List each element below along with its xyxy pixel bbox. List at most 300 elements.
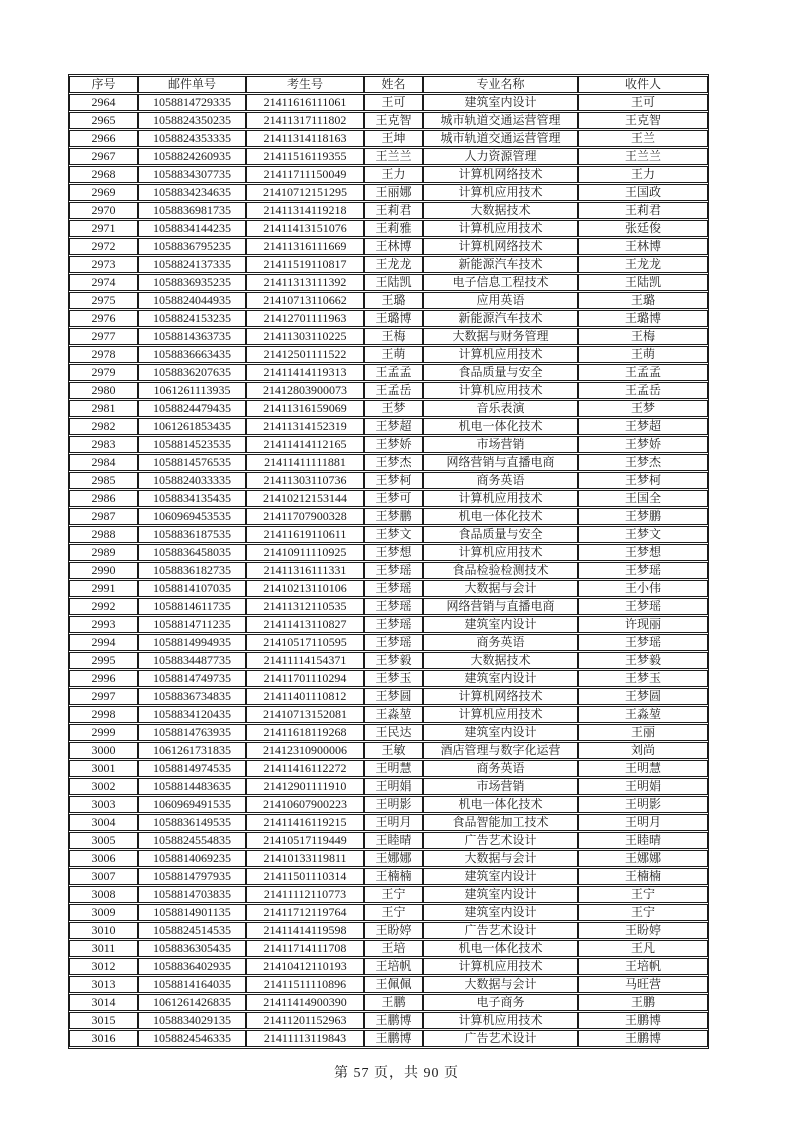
cell-tracking-number: 1058824546335 bbox=[138, 1030, 246, 1047]
table-row bbox=[69, 436, 708, 453]
cell-tracking-number: 1061261731835 bbox=[138, 742, 246, 759]
cell-major: 计算机网络技术 bbox=[423, 688, 578, 705]
cell-candidate-number: 21411413151076 bbox=[246, 220, 364, 237]
cell-candidate-number: 21412310900006 bbox=[246, 742, 364, 759]
cell-recipient: 王鹏 bbox=[578, 994, 708, 1011]
cell-major: 机电一体化技术 bbox=[423, 796, 578, 813]
cell-name: 王梦瑶 bbox=[364, 562, 423, 579]
cell-name: 王鹏博 bbox=[364, 1030, 423, 1047]
cell-major: 建筑室内设计 bbox=[423, 868, 578, 885]
header-name: 姓名 bbox=[364, 76, 423, 93]
table-row bbox=[69, 112, 708, 129]
cell-serial: 3002 bbox=[69, 778, 138, 795]
cell-name: 王梦超 bbox=[364, 418, 423, 435]
cell-tracking-number: 1058814576535 bbox=[138, 454, 246, 471]
table-row bbox=[69, 148, 708, 165]
cell-recipient: 许现丽 bbox=[578, 616, 708, 633]
cell-major: 计算机应用技术 bbox=[423, 184, 578, 201]
table-row bbox=[69, 562, 708, 579]
cell-candidate-number: 21410713152081 bbox=[246, 706, 364, 723]
cell-serial: 2993 bbox=[69, 616, 138, 633]
cell-major: 电子商务 bbox=[423, 994, 578, 1011]
cell-tracking-number: 1058834234635 bbox=[138, 184, 246, 201]
cell-major: 食品检验检测技术 bbox=[423, 562, 578, 579]
cell-major: 大数据技术 bbox=[423, 652, 578, 669]
cell-major: 计算机应用技术 bbox=[423, 220, 578, 237]
cell-major: 建筑室内设计 bbox=[423, 616, 578, 633]
cell-recipient: 王孟岳 bbox=[578, 382, 708, 399]
cell-candidate-number: 21411114154371 bbox=[246, 652, 364, 669]
cell-tracking-number: 1058814703835 bbox=[138, 886, 246, 903]
cell-candidate-number: 21411416119215 bbox=[246, 814, 364, 831]
cell-candidate-number: 21411113119843 bbox=[246, 1030, 364, 1047]
cell-name: 王培帆 bbox=[364, 958, 423, 975]
cell-serial: 2990 bbox=[69, 562, 138, 579]
cell-candidate-number: 21411519110817 bbox=[246, 256, 364, 273]
cell-major: 大数据技术 bbox=[423, 202, 578, 219]
cell-major: 新能源汽车技术 bbox=[423, 310, 578, 327]
cell-candidate-number: 21411701110294 bbox=[246, 670, 364, 687]
cell-tracking-number: 1061261113935 bbox=[138, 382, 246, 399]
cell-serial: 2982 bbox=[69, 418, 138, 435]
table-row bbox=[69, 292, 708, 309]
cell-tracking-number: 1058824554835 bbox=[138, 832, 246, 849]
cell-recipient: 王梦超 bbox=[578, 418, 708, 435]
header-recipient: 收件人 bbox=[578, 76, 708, 93]
cell-recipient: 王丽 bbox=[578, 724, 708, 741]
cell-major: 广告艺术设计 bbox=[423, 832, 578, 849]
cell-recipient: 王梦瑶 bbox=[578, 634, 708, 651]
cell-tracking-number: 1061261426835 bbox=[138, 994, 246, 1011]
cell-recipient: 王小伟 bbox=[578, 580, 708, 597]
cell-name: 王明月 bbox=[364, 814, 423, 831]
cell-recipient: 王梦毅 bbox=[578, 652, 708, 669]
table-row bbox=[69, 184, 708, 201]
cell-tracking-number: 1058824350235 bbox=[138, 112, 246, 129]
cell-serial: 2986 bbox=[69, 490, 138, 507]
cell-recipient: 王梦瑶 bbox=[578, 598, 708, 615]
cell-major: 广告艺术设计 bbox=[423, 922, 578, 939]
cell-major: 人力资源管理 bbox=[423, 148, 578, 165]
table-row bbox=[69, 868, 708, 885]
table-row bbox=[69, 616, 708, 633]
cell-recipient: 王兰 bbox=[578, 130, 708, 147]
page-number-footer: 第 57 页，共 90 页 bbox=[334, 1066, 459, 1081]
cell-major: 计算机应用技术 bbox=[423, 382, 578, 399]
table-row bbox=[69, 652, 708, 669]
cell-candidate-number: 21410133119811 bbox=[246, 850, 364, 867]
cell-serial: 2979 bbox=[69, 364, 138, 381]
cell-serial: 2967 bbox=[69, 148, 138, 165]
cell-candidate-number: 21411616111061 bbox=[246, 94, 364, 111]
cell-recipient: 王梦圆 bbox=[578, 688, 708, 705]
table-row bbox=[69, 778, 708, 795]
cell-tracking-number: 1058834120435 bbox=[138, 706, 246, 723]
cell-candidate-number: 21411416112272 bbox=[246, 760, 364, 777]
cell-recipient: 王梦文 bbox=[578, 526, 708, 543]
cell-recipient: 王明月 bbox=[578, 814, 708, 831]
cell-name: 王兰兰 bbox=[364, 148, 423, 165]
cell-serial: 3001 bbox=[69, 760, 138, 777]
cell-recipient: 王淼堃 bbox=[578, 706, 708, 723]
cell-candidate-number: 21411313111392 bbox=[246, 274, 364, 291]
cell-recipient: 王兰兰 bbox=[578, 148, 708, 165]
cell-recipient: 王宁 bbox=[578, 904, 708, 921]
cell-major: 酒店管理与数字化运营 bbox=[423, 742, 578, 759]
header-major: 专业名称 bbox=[423, 76, 578, 93]
cell-candidate-number: 21411303110736 bbox=[246, 472, 364, 489]
cell-serial: 2969 bbox=[69, 184, 138, 201]
cell-candidate-number: 21411712119764 bbox=[246, 904, 364, 921]
cell-serial: 2975 bbox=[69, 292, 138, 309]
cell-candidate-number: 21411414119598 bbox=[246, 922, 364, 939]
cell-major: 计算机应用技术 bbox=[423, 958, 578, 975]
table-row bbox=[69, 238, 708, 255]
cell-candidate-number: 21411711150049 bbox=[246, 166, 364, 183]
table-row bbox=[69, 256, 708, 273]
table-row bbox=[69, 526, 708, 543]
header-tracking-number: 邮件单号 bbox=[138, 76, 246, 93]
cell-recipient: 王宁 bbox=[578, 886, 708, 903]
cell-name: 王力 bbox=[364, 166, 423, 183]
cell-major: 计算机应用技术 bbox=[423, 1012, 578, 1029]
cell-serial: 3007 bbox=[69, 868, 138, 885]
cell-name: 王娜娜 bbox=[364, 850, 423, 867]
table-row bbox=[69, 1012, 708, 1029]
cell-candidate-number: 21411618119268 bbox=[246, 724, 364, 741]
table-row bbox=[69, 940, 708, 957]
cell-name: 王梦杰 bbox=[364, 454, 423, 471]
cell-recipient: 王璐 bbox=[578, 292, 708, 309]
cell-tracking-number: 1058836207635 bbox=[138, 364, 246, 381]
cell-major: 大数据与会计 bbox=[423, 850, 578, 867]
table-row bbox=[69, 310, 708, 327]
cell-name: 王克智 bbox=[364, 112, 423, 129]
cell-recipient: 王明慧 bbox=[578, 760, 708, 777]
cell-major: 城市轨道交通运营管理 bbox=[423, 130, 578, 147]
cell-serial: 2976 bbox=[69, 310, 138, 327]
cell-recipient: 王睦晴 bbox=[578, 832, 708, 849]
table-row bbox=[69, 130, 708, 147]
cell-recipient: 张廷俊 bbox=[578, 220, 708, 237]
cell-name: 王龙龙 bbox=[364, 256, 423, 273]
cell-candidate-number: 21411201152963 bbox=[246, 1012, 364, 1029]
cell-name: 王孟孟 bbox=[364, 364, 423, 381]
table-row bbox=[69, 472, 708, 489]
cell-candidate-number: 21411516119355 bbox=[246, 148, 364, 165]
cell-serial: 3015 bbox=[69, 1012, 138, 1029]
cell-candidate-number: 21411314152319 bbox=[246, 418, 364, 435]
cell-major: 大数据与会计 bbox=[423, 976, 578, 993]
cell-major: 音乐表演 bbox=[423, 400, 578, 417]
cell-recipient: 王可 bbox=[578, 94, 708, 111]
cell-major: 商务英语 bbox=[423, 472, 578, 489]
cell-tracking-number: 1058824153235 bbox=[138, 310, 246, 327]
cell-name: 王梦瑶 bbox=[364, 580, 423, 597]
cell-candidate-number: 21410212153144 bbox=[246, 490, 364, 507]
cell-tracking-number: 1058836734835 bbox=[138, 688, 246, 705]
cell-candidate-number: 21411401110812 bbox=[246, 688, 364, 705]
cell-recipient: 王梦想 bbox=[578, 544, 708, 561]
cell-serial: 2965 bbox=[69, 112, 138, 129]
cell-name: 王盼婷 bbox=[364, 922, 423, 939]
table-row bbox=[69, 994, 708, 1011]
cell-name: 王莉雅 bbox=[364, 220, 423, 237]
cell-candidate-number: 21411414119313 bbox=[246, 364, 364, 381]
cell-name: 王坤 bbox=[364, 130, 423, 147]
cell-recipient: 王梦杰 bbox=[578, 454, 708, 471]
cell-name: 王陆凯 bbox=[364, 274, 423, 291]
cell-recipient: 刘尚 bbox=[578, 742, 708, 759]
table-row bbox=[69, 580, 708, 597]
cell-major: 机电一体化技术 bbox=[423, 508, 578, 525]
cell-recipient: 王梦玉 bbox=[578, 670, 708, 687]
cell-recipient: 王璐博 bbox=[578, 310, 708, 327]
table-row bbox=[69, 508, 708, 525]
cell-candidate-number: 21411619110611 bbox=[246, 526, 364, 543]
cell-candidate-number: 21410712151295 bbox=[246, 184, 364, 201]
cell-major: 网络营销与直播电商 bbox=[423, 454, 578, 471]
cell-tracking-number: 1058834029135 bbox=[138, 1012, 246, 1029]
cell-name: 王梅 bbox=[364, 328, 423, 345]
cell-recipient: 王明娟 bbox=[578, 778, 708, 795]
table-row bbox=[69, 364, 708, 381]
cell-tracking-number: 1058814611735 bbox=[138, 598, 246, 615]
cell-candidate-number: 21410517119449 bbox=[246, 832, 364, 849]
cell-recipient: 王鹏博 bbox=[578, 1030, 708, 1047]
cell-major: 新能源汽车技术 bbox=[423, 256, 578, 273]
cell-recipient: 王楠楠 bbox=[578, 868, 708, 885]
cell-candidate-number: 21411414112165 bbox=[246, 436, 364, 453]
cell-candidate-number: 21412501111522 bbox=[246, 346, 364, 363]
cell-name: 王梦毅 bbox=[364, 652, 423, 669]
cell-name: 王梦鹏 bbox=[364, 508, 423, 525]
cell-recipient: 王孟孟 bbox=[578, 364, 708, 381]
cell-candidate-number: 21411413110827 bbox=[246, 616, 364, 633]
cell-tracking-number: 1058814483635 bbox=[138, 778, 246, 795]
cell-tracking-number: 1058814164035 bbox=[138, 976, 246, 993]
cell-serial: 2995 bbox=[69, 652, 138, 669]
cell-recipient: 王龙龙 bbox=[578, 256, 708, 273]
cell-name: 王梦瑶 bbox=[364, 634, 423, 651]
cell-name: 王明影 bbox=[364, 796, 423, 813]
cell-tracking-number: 1058836305435 bbox=[138, 940, 246, 957]
table-header-row bbox=[69, 76, 708, 93]
cell-serial: 2966 bbox=[69, 130, 138, 147]
cell-tracking-number: 1058834135435 bbox=[138, 490, 246, 507]
cell-candidate-number: 21412803900073 bbox=[246, 382, 364, 399]
table-row bbox=[69, 166, 708, 183]
cell-major: 计算机网络技术 bbox=[423, 238, 578, 255]
cell-major: 市场营销 bbox=[423, 778, 578, 795]
cell-major: 计算机应用技术 bbox=[423, 544, 578, 561]
cell-tracking-number: 1060969453535 bbox=[138, 508, 246, 525]
table-row bbox=[69, 886, 708, 903]
cell-major: 食品智能加工技术 bbox=[423, 814, 578, 831]
cell-recipient: 王梦鹏 bbox=[578, 508, 708, 525]
cell-major: 建筑室内设计 bbox=[423, 724, 578, 741]
cell-recipient: 王明影 bbox=[578, 796, 708, 813]
cell-tracking-number: 1058814107035 bbox=[138, 580, 246, 597]
cell-serial: 2981 bbox=[69, 400, 138, 417]
cell-recipient: 王梦 bbox=[578, 400, 708, 417]
table-row bbox=[69, 832, 708, 849]
table-row bbox=[69, 202, 708, 219]
cell-recipient: 王娜娜 bbox=[578, 850, 708, 867]
cell-name: 王梦可 bbox=[364, 490, 423, 507]
cell-serial: 2998 bbox=[69, 706, 138, 723]
cell-tracking-number: 1058836663435 bbox=[138, 346, 246, 363]
cell-candidate-number: 21411316111669 bbox=[246, 238, 364, 255]
cell-candidate-number: 21411316111331 bbox=[246, 562, 364, 579]
table-row bbox=[69, 454, 708, 471]
cell-candidate-number: 21410517110595 bbox=[246, 634, 364, 651]
cell-name: 王鹏 bbox=[364, 994, 423, 1011]
cell-tracking-number: 1058814069235 bbox=[138, 850, 246, 867]
cell-candidate-number: 21410213110106 bbox=[246, 580, 364, 597]
cell-major: 大数据与会计 bbox=[423, 580, 578, 597]
cell-candidate-number: 21411312110535 bbox=[246, 598, 364, 615]
cell-tracking-number: 1058814797935 bbox=[138, 868, 246, 885]
cell-recipient: 王克智 bbox=[578, 112, 708, 129]
cell-major: 应用英语 bbox=[423, 292, 578, 309]
table-row bbox=[69, 922, 708, 939]
cell-serial: 2970 bbox=[69, 202, 138, 219]
cell-name: 王梦娇 bbox=[364, 436, 423, 453]
cell-tracking-number: 1058814974535 bbox=[138, 760, 246, 777]
table-row bbox=[69, 1030, 708, 1047]
cell-serial: 2988 bbox=[69, 526, 138, 543]
cell-candidate-number: 21411501110314 bbox=[246, 868, 364, 885]
cell-tracking-number: 1058824137335 bbox=[138, 256, 246, 273]
header-candidate-number: 考生号 bbox=[246, 76, 364, 93]
cell-major: 机电一体化技术 bbox=[423, 418, 578, 435]
cell-tracking-number: 1058814711235 bbox=[138, 616, 246, 633]
cell-tracking-number: 1058836187535 bbox=[138, 526, 246, 543]
cell-major: 电子信息工程技术 bbox=[423, 274, 578, 291]
cell-candidate-number: 21411314118163 bbox=[246, 130, 364, 147]
table-row bbox=[69, 760, 708, 777]
cell-recipient: 马旺营 bbox=[578, 976, 708, 993]
cell-recipient: 王梦柯 bbox=[578, 472, 708, 489]
cell-serial: 2996 bbox=[69, 670, 138, 687]
cell-name: 王梦想 bbox=[364, 544, 423, 561]
cell-recipient: 王莉君 bbox=[578, 202, 708, 219]
cell-serial: 2974 bbox=[69, 274, 138, 291]
cell-recipient: 王陆凯 bbox=[578, 274, 708, 291]
table-row bbox=[69, 976, 708, 993]
cell-name: 王萌 bbox=[364, 346, 423, 363]
cell-tracking-number: 1058824260935 bbox=[138, 148, 246, 165]
table-body bbox=[69, 94, 708, 1047]
cell-name: 王梦圆 bbox=[364, 688, 423, 705]
cell-serial: 2977 bbox=[69, 328, 138, 345]
cell-name: 王莉君 bbox=[364, 202, 423, 219]
cell-serial: 2991 bbox=[69, 580, 138, 597]
cell-serial: 2978 bbox=[69, 346, 138, 363]
cell-tracking-number: 1058824033335 bbox=[138, 472, 246, 489]
cell-tracking-number: 1058814994935 bbox=[138, 634, 246, 651]
cell-tracking-number: 1061261853435 bbox=[138, 418, 246, 435]
header-serial: 序号 bbox=[69, 76, 138, 93]
cell-candidate-number: 21411511110896 bbox=[246, 976, 364, 993]
cell-tracking-number: 1060969491535 bbox=[138, 796, 246, 813]
cell-serial: 2964 bbox=[69, 94, 138, 111]
cell-name: 王睦晴 bbox=[364, 832, 423, 849]
cell-tracking-number: 1058836149535 bbox=[138, 814, 246, 831]
cell-name: 王民达 bbox=[364, 724, 423, 741]
cell-tracking-number: 1058834144235 bbox=[138, 220, 246, 237]
cell-tracking-number: 1058824353335 bbox=[138, 130, 246, 147]
cell-recipient: 王林博 bbox=[578, 238, 708, 255]
cell-serial: 3011 bbox=[69, 940, 138, 957]
cell-tracking-number: 1058836182735 bbox=[138, 562, 246, 579]
cell-serial: 3000 bbox=[69, 742, 138, 759]
cell-recipient: 王萌 bbox=[578, 346, 708, 363]
cell-candidate-number: 21411112110773 bbox=[246, 886, 364, 903]
cell-major: 商务英语 bbox=[423, 634, 578, 651]
cell-serial: 2992 bbox=[69, 598, 138, 615]
cell-name: 王楠楠 bbox=[364, 868, 423, 885]
cell-candidate-number: 21410412110193 bbox=[246, 958, 364, 975]
table-row bbox=[69, 328, 708, 345]
cell-name: 王敏 bbox=[364, 742, 423, 759]
cell-tracking-number: 1058836795235 bbox=[138, 238, 246, 255]
cell-recipient: 王鹏博 bbox=[578, 1012, 708, 1029]
cell-name: 王培 bbox=[364, 940, 423, 957]
cell-candidate-number: 21411314119218 bbox=[246, 202, 364, 219]
cell-serial: 3016 bbox=[69, 1030, 138, 1047]
cell-serial: 3013 bbox=[69, 976, 138, 993]
cell-tracking-number: 1058814901135 bbox=[138, 904, 246, 921]
cell-name: 王梦瑶 bbox=[364, 616, 423, 633]
cell-major: 大数据与财务管理 bbox=[423, 328, 578, 345]
cell-serial: 3009 bbox=[69, 904, 138, 921]
cell-tracking-number: 1058836935235 bbox=[138, 274, 246, 291]
cell-tracking-number: 1058824514535 bbox=[138, 922, 246, 939]
cell-major: 食品质量与安全 bbox=[423, 364, 578, 381]
table-row bbox=[69, 814, 708, 831]
cell-tracking-number: 1058814729335 bbox=[138, 94, 246, 111]
cell-candidate-number: 21411303110225 bbox=[246, 328, 364, 345]
cell-serial: 2997 bbox=[69, 688, 138, 705]
cell-major: 建筑室内设计 bbox=[423, 886, 578, 903]
mail-roster-table bbox=[68, 74, 709, 1049]
cell-name: 王璐 bbox=[364, 292, 423, 309]
cell-serial: 2973 bbox=[69, 256, 138, 273]
table-row bbox=[69, 544, 708, 561]
table-row bbox=[69, 688, 708, 705]
cell-tracking-number: 1058814363735 bbox=[138, 328, 246, 345]
cell-recipient: 王国政 bbox=[578, 184, 708, 201]
cell-serial: 3006 bbox=[69, 850, 138, 867]
cell-name: 王丽娜 bbox=[364, 184, 423, 201]
cell-candidate-number: 21410911110925 bbox=[246, 544, 364, 561]
table-row bbox=[69, 94, 708, 111]
cell-candidate-number: 21411317111802 bbox=[246, 112, 364, 129]
cell-major: 网络营销与直播电商 bbox=[423, 598, 578, 615]
cell-name: 王梦 bbox=[364, 400, 423, 417]
cell-name: 王明慧 bbox=[364, 760, 423, 777]
table-row bbox=[69, 382, 708, 399]
table-row bbox=[69, 634, 708, 651]
cell-recipient: 王力 bbox=[578, 166, 708, 183]
cell-serial: 2980 bbox=[69, 382, 138, 399]
table-row bbox=[69, 706, 708, 723]
cell-serial: 2971 bbox=[69, 220, 138, 237]
cell-major: 建筑室内设计 bbox=[423, 904, 578, 921]
cell-major: 建筑室内设计 bbox=[423, 94, 578, 111]
